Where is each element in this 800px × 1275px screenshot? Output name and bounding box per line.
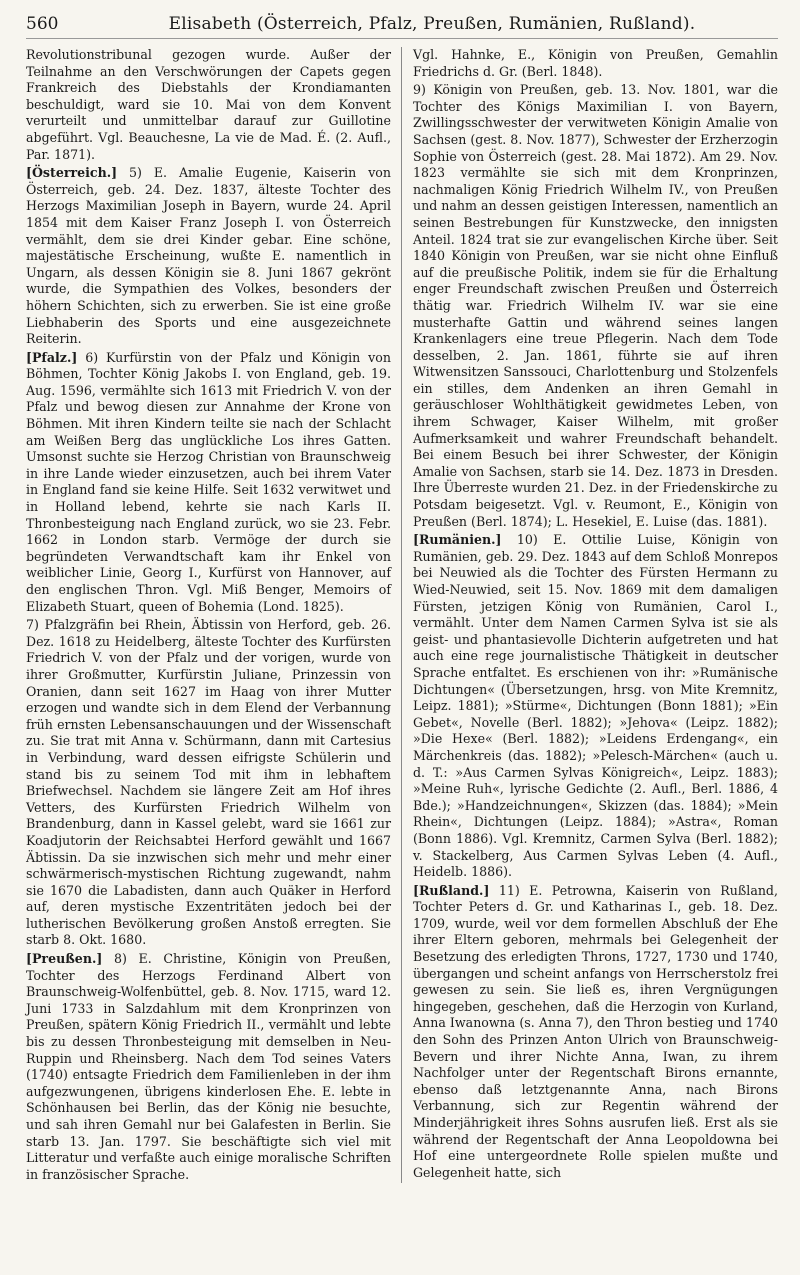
paragraph-text: 6) Kurfürstin von der Pfalz und Königin von Böhmen, Tochter König Jakobs I. von England, geb. 19. Aug. 1596, vermählte sich 1613 mit Friedrich V. von der Pfalz und bewog diesen zur Annahme der Krone von Böhmen. Mit ihren Kindern teilte sie nach der Schlacht am Weißen Berg das unglückliche Los ihres Gatten. Umsonst suchte sie Herzog Christian von Braunschweig in ihre Lande wieder einzusetzen, auch bei ihrem Vater in England fand sie keine Hilfe. Seit 1632 verwitwet und in Holland lebend, kehrte sie nach Karls II. Thronbesteigung nach England zurück, wo sie 23. Febr. 1662 in London starb. Vermöge der durch sie begründeten Verwandtschaft kam ihr Enkel von weiblicher Linie, Georg I., Kurfürst von Hannover, auf den englischen Thron. Vgl. Miß Benger, Memoirs of Elizabeth Stuart, queen of Bohemia (Lond. 1825). [26,349,391,614]
right-column [402,47,778,1183]
paragraph [26,165,391,348]
paragraph-text: Revolutionstribunal gezogen wurde. Außer der Teilnahme an den Verschwörungen der Capets gegen Frankreich des Diebstahls der Krondiamanten beschuldigt, ward sie 10. Mai von dem Konvent verurteilt und unmittelbar darauf zur Guillotine abgeführt. Vgl. Beauchesne, La vie de Mad. É. (2. Aufl., Par. 1871). [26,47,391,162]
left-column [26,47,402,1183]
paragraph-text: 7) Pfalzgräfin bei Rhein, Äbtissin von Herford, geb. 26. Dez. 1618 zu Heidelberg, älteste Tochter des Kurfürsten Friedrich V. von der Pfalz und der vorigen, wurde von ihrer Großmutter, Kurfürstin Juliane, Prinzessin von Oranien, dann seit 1627 im Haag von ihrer Mutter erzogen und wandte sich in dem Elend der Verbannung früh ernsten Lebensanschauungen und der Wissenschaft zu. Sie trat mit Anna v. Schürmann, dann mit Cartesius in Verbindung, ward dessen eifrigste Schülerin und stand bis zu seinem Tod mit ihm in lebhaftem Briefwechsel. Nachdem sie längere Zeit am Hof ihres Vetters, des Kurfürsten Friedrich Wilhelm von Brandenburg, dann in Kassel gelebt, ward sie 1661 zur Koadjutorin der Reichsabtei Herford gewählt und 1667 Äbtissin. Da sie inzwischen sich mehr und mehr einer schwärmerisch-mystischen Richtung zugewandt, nahm sie 1670 die Labadisten, dann auch Quäker in Herford auf, deren mystische Exzentritäten jedoch bei der lutherischen Bevölkerung großen Anstoß erregten. Sie starb 8. Okt. 1680. [26,617,391,948]
paragraph-text: Vgl. Hahnke, E., Königin von Preußen, Gemahlin Friedrichs d. Gr. (Berl. 1848). [413,47,778,79]
section-tag: [Rumänien.] [413,532,502,548]
section-tag: [Preußen.] [26,951,103,967]
paragraph [413,883,778,1182]
paragraph [413,47,778,80]
paragraph-text: 5) E. Amalie Eugenie, Kaiserin von Österreich, geb. 24. Dez. 1837, älteste Tochter des Herzogs Maximilian Joseph in Bayern, wurde 24. April 1854 mit dem Kaiser Franz Joseph I. von Österreich vermählt, dem sie drei Kinder gebar. Eine schöne, majestätische Erscheinung, wußte E. namentlich in Ungarn, als dessen Königin sie 8. Juni 1867 gekrönt wurde, die Sympathien des Volkes, besonders der höhern Schichten, sich zu erwerben. Sie ist eine große Liebhaberin des Sports und eine ausgezeichnete Reiterin. [26,165,391,347]
running-title: Elisabeth (Österreich, Pfalz, Preußen, Rumänien, Rußland). [168,14,696,34]
section-tag: [Österreich.] [26,165,118,181]
paragraph-text: 9) Königin von Preußen, geb. 13. Nov. 1801, war die Tochter des Königs Maximilian I. von Bayern, Zwillingsschwester der verwitweten Königin Amalie von Sachsen (gest. 8. Nov. 1877), Schwester der Erzherzogin Sophie von Österreich (gest. 28. Mai 1872). Am 29. Nov. 1823 vermählte sie sich mit dem Kronprinzen, nachmaligen König Friedrich Wilhelm IV., von Preußen und nahm an dessen geistigen Interessen, namentlich an seinen Bestrebungen für Kunstzwecke, den innigsten Anteil. 1824 trat sie zur evangelischen Kirche über. Seit 1840 Königin von Preußen, war sie nicht ohne Einfluß auf die preußische Politik, indem sie für die Erhaltung enger Freundschaft zwischen Preußen und Österreich thätig war. Friedrich Wilhelm IV. war sie eine musterhafte Gattin und während seines langen Krankenlagers eine treue Pflegerin. Nach dem Tode desselben, 2. Jan. 1861, führte sie auf ihren Witwensitzen Sanssouci, Charlottenburg und Stolzenfels ein stilles, dem Andenken an ihren Gemahl in geräuschloser Wohlthätigkeit gewidmetes Leben, von ihrem Schwager, Kaiser Wilhelm, mit großer Aufmerksamkeit und wahrer Freundschaft behandelt. Bei einem Besuch bei ihrer Schwester, der Königin Amalie von Sachsen, starb sie 14. Dez. 1873 in Dresden. Ihre Überreste wurden 21. Dez. in der Friedenskirche zu Potsdam beigesetzt. Vgl. v. Reumont, E., Königin von Preußen (Berl. 1874); L. Hesekiel, E. Luise (das. 1881). [413,82,778,529]
paragraph [413,532,778,880]
paragraph-text: 11) E. Petrowna, Kaiserin von Rußland, Tochter Peters d. Gr. und Katharinas I., geb. 18. Dez. 1709, wurde, weil vor dem formellen Abschluß der Ehe ihrer Eltern geboren, mehrmals bei Gelegenheit der Besetzung des erledigten Throns, 1727, 1730 und 1740, übergangen und scheint anfangs von Herrscherstolz frei gewesen zu sein. Sie ließ es, ihren Vergnügungen hingegeben, geschehen, daß die Herzogin von Kurland, Anna Iwanowna (s. Anna 7), den Thron bestieg und 1740 den Sohn des Prinzen Anton Ulrich von Braunschweig-Bevern und ihrer Nichte Anna, Iwan, zu ihrem Nachfolger unter der Regentschaft Birons ernannte, ebenso daß letztgenannte Anna, nach Birons Verbannung, sich zur Regentin während der Minderjährigkeit ihres Sohns ausrufen ließ. Erst als sie während der Regentschaft der Anna Leopoldowna bei Hof eine untergeordnete Rolle spielen mußte und Gelegenheit hatte, sich [413,882,778,1180]
paragraph [26,617,391,949]
text-columns [26,47,778,1183]
paragraph [26,350,391,616]
page-header [26,14,778,39]
section-tag: [Rußland.] [413,882,490,898]
paragraph-text: 10) E. Ottilie Luise, Königin von Rumänien, geb. 29. Dez. 1843 auf dem Schloß Monrepos bei Neuwied als die Tochter des Fürsten Hermann zu Wied-Neuwied, seit 15. Nov. 1869 mit dem damaligen Fürsten, jetzigen König von Rumänien, Carol I., vermählt. Unter dem Namen Carmen Sylva ist sie als geist- und phantasievolle Dichterin aufgetreten und hat auch eine rege journalistische Thätigkeit in deutscher Sprache entfaltet. Es erschienen von ihr: »Rumänische Dichtungen« (Übersetzungen, hrsg. von Mite Kremnitz, Leipz. 1881); »Stürme«, Dichtungen (Bonn 1881); »Ein Gebet«, Novelle (Berl. 1882); »Jehova« (Leipz. 1882); »Die Hexe« (Berl. 1882); »Leidens Erdengang«, ein Märchenkreis (das. 1882); »Pelesch-Märchen« (auch u. d. T.: »Aus Carmen Sylvas Königreich«, Leipz. 1883); »Meine Ruh«, lyrische Gedichte (2. Aufl., Berl. 1886, 4 Bde.); »Handzeichnungen«, Skizzen (das. 1884); »Mein Rhein«, Dichtungen (Leipz. 1884); »Astra«, Roman (Bonn 1886). Vgl. Kremnitz, Carmen Sylva (Berl. 1882); v. Stackelberg, Aus Carmen Sylvas Leben (4. Aufl., Heidelb. 1886). [413,532,778,880]
section-tag: [Pfalz.] [26,349,78,365]
paragraph [26,951,391,1183]
paragraph [413,82,778,530]
page-number: 560 [26,14,59,34]
paragraph-text: 8) E. Christine, Königin von Preußen, Tochter des Herzogs Ferdinand Albert von Braunschweig-Wolfenbüttel, geb. 8. Nov. 1715, ward 12. Juni 1733 in Salzdahlum mit dem Kronprinzen von Preußen, spätern König Friedrich II., vermählt und lebte bis zu dessen Thronbesteigung mit demselben in Neu-Ruppin und Rheinsberg. Nach dem Tod seines Vaters (1740) entsagte Friedrich dem Familienleben in der ihm aufgezwungenen, übrigens kinderlosen Ehe. E. lebte in Schönhausen bei Berlin, das der König nie besuchte, und sah ihren Gemahl nur bei Galafesten in Berlin. Sie starb 13. Jan. 1797. Sie beschäftigte sich viel mit Litteratur und verfaßte auch einige moralische Schriften in französischer Sprache. [26,951,391,1182]
paragraph [26,47,391,163]
